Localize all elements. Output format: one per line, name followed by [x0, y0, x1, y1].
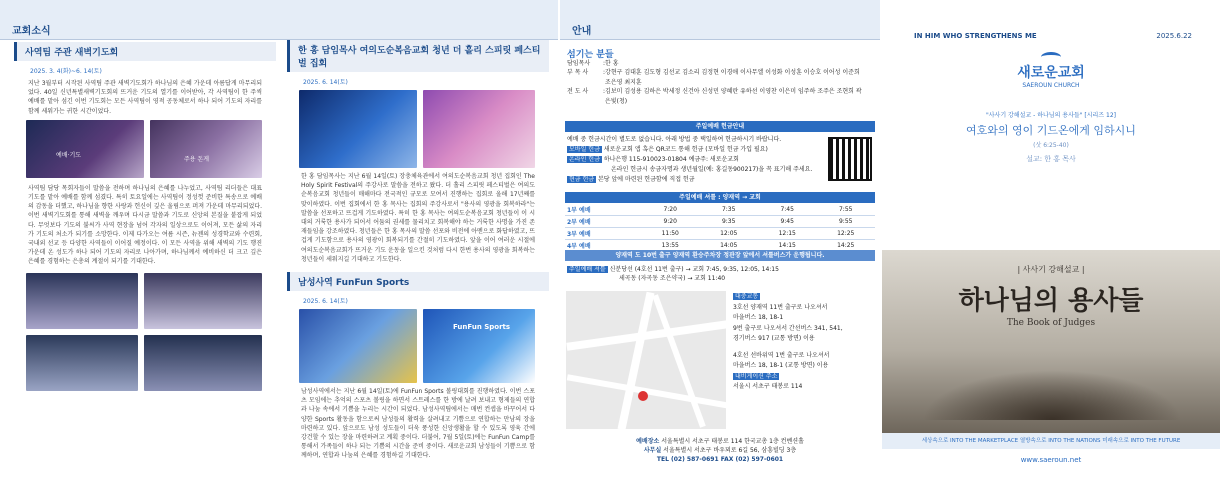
staff-title: 섬기는 분들: [567, 50, 614, 60]
preacher: 설교: 한 홍 목사: [1026, 155, 1076, 163]
bowling-photo: [299, 309, 417, 383]
staff-names: 김보미 김성용 김하은 박세정 신건아 신성민 양혜란 유하선 이영찬 이은미 임주하 조주은 조현희 곽은빛(청): [605, 88, 862, 105]
offering-text: 새로운교회 앱 혹은 QR코드 통해 헌금 (모바일 헌금 가입 필요): [603, 146, 768, 153]
staff-row: 부 목 사 : 강현구 김대훈 김도형 김선교 김소리 김정현 이경애 이사무엘 이성화 이성훈 이승호 이어성 이준희 조은영 최지훈: [567, 68, 867, 87]
photo-row: [26, 120, 264, 180]
sermon-series: "사사기 강해설교 - 하나님의 용사들" [시리즈 12]: [986, 112, 1116, 119]
offering-row: [567, 145, 822, 155]
contact-block: [565, 437, 875, 464]
nav-address: 서울시 서초구 태봉로 114: [733, 383, 803, 390]
article-title: 한 홍 담임목사 여의도순복음교회 청년 더 홀리 스피릿 페스티벌 집회: [287, 40, 549, 72]
service-name: 1부 예배: [565, 204, 641, 216]
offering-row: [567, 155, 822, 165]
transit-line: 9번 출구로 나오셔서 간선버스 341, 541,: [733, 324, 843, 332]
offering-text: 온라인 헌금시 송금자명과 생년월일(예: 홍길동900217)을 꼭 표기해 주세요.: [611, 166, 813, 173]
location-map[interactable]: [566, 291, 726, 429]
bus-time: 14:05: [699, 240, 758, 252]
offering-label: 모바일 헌금: [569, 146, 600, 153]
bus-time: 9:55: [816, 216, 875, 228]
article-date: 2025. 3. 4(화)~6. 14(토): [30, 68, 102, 75]
office-address: 서울특별시 서초구 바우뫼로 6길 56, 삼흥빌딩 3층: [663, 447, 797, 454]
cover-panel: [882, 0, 1220, 478]
news-column-1: [14, 40, 276, 478]
nav-label: 내비게이션 주소: [735, 372, 778, 380]
article-date: 2025. 6. 14(토): [303, 79, 348, 86]
book-subtitle: | 사사기 강해설교 |: [1017, 265, 1085, 274]
weekday-route-1: 신분당선 (4호선 11번 출구) → 교회 7:45, 9:35, 12:05, 14:15: [609, 266, 779, 273]
offering-label: 현금 헌금: [569, 176, 595, 183]
bus-title: 주일예배 셔틀 : 양재역 → 교회: [565, 192, 875, 203]
bus-time: 9:20: [641, 216, 700, 228]
offering-intro: 예배 중 헌금시간이 별도로 없습니다. 아래 방법 중 택일하여 헌금하시기 바랍니다.: [567, 136, 782, 143]
bus-time: 13:55: [641, 240, 700, 252]
bus-row: [565, 204, 875, 216]
preacher-photo: [26, 120, 144, 178]
banner-text: FunFun Sports: [453, 323, 511, 332]
choir-photo: [144, 273, 262, 329]
transit-line: 3호선 양재역 11번 출구로 나오셔서: [733, 303, 828, 311]
weekday-shuttle: [567, 265, 877, 283]
offering-row: [567, 175, 822, 185]
staff-list: [567, 59, 867, 106]
transit-line: 경기버스 917 (교통 방면) 이용: [733, 335, 815, 342]
church-marker-icon: [638, 391, 648, 401]
logo-arc-icon: [1041, 52, 1061, 62]
bus-time: 9:35: [699, 216, 758, 228]
qr-code-icon[interactable]: [828, 137, 872, 181]
weekday-label: 주일예배 셔틀: [569, 266, 606, 273]
church-logo: [882, 52, 1220, 89]
festival-photo: [423, 90, 535, 168]
festival-photos: [299, 90, 537, 170]
bus-time: 12:25: [816, 228, 875, 240]
bus-time: 9:45: [758, 216, 817, 228]
offering-row: [567, 165, 822, 175]
article-title: 남성사역 FunFun Sports: [287, 272, 549, 291]
bus-time: 12:05: [699, 228, 758, 240]
article-body: 한 홍 담임목사는 지난 6월 14일(토) 장충체육관에서 여의도순복음교회 청년 집회인 The Holy Spirit Festival의 주강사로 말씀을 전하고 왔다. 더 홀리 스피릿 페스티벌은 여의도순복음교회 청년들이 매해마다 전국적인 규모로 모여서 진행하는 집회로 올해 17년째를 맞이하였다. 이번 집회에서 한 홍 목사는 집회의 주강사로서 "용사의 영광을 회복하라"는 말씀을 선포하고 뜨겁게 기도하였다. 특히 한 홍 목사는 여의도순복음교회 청년들이 이 시대의 거룩한 용사가 되어서 어둠의 권세를 물리치고 회복해야 하는 거룩한 사명을 가진 존재들임을 강조하였다. 청년들은 한 홍 목사의 말씀 선포와 비전에 아멘으로 화답하였고, 뜨겁게 기도함으로 용사의 영광이 회복되기를 간절히 기도하였다. 앞을 이어 여러운 시절에 여의도순복음교회가 뜨거운 기도 운동을 일으킨 것처럼 다시 한번 용사의 영광을 회복하는 청년들이 세워지길 기대하고 기도한다.: [301, 173, 535, 263]
bus-row: [565, 216, 875, 228]
sermon-info: [882, 110, 1220, 164]
staff-names: 강현구 김대훈 김도형 김선교 김소리 김정현 이경애 이사무엘 이성화 이성훈 이승호 이어성 이준희 조은영 최지훈: [605, 69, 860, 86]
bus-time: 11:50: [641, 228, 700, 240]
cover-motto: IN HIM WHO STRENGTHENS ME: [914, 32, 1037, 40]
offering-title: 주일예배 헌금안내: [565, 121, 875, 132]
article-body: 남성사역에서는 지난 6월 14일(토)에 FunFun Sports 볼링대회를 진행하였다. 이번 스포츠 모임에는 추억의 스포츠 볼링을 하면서 스트레스를 한 방에 날려 보내고 형제들의 연합과 나눔 속에서 기쁨을 누리는 시간이 되었다. 남성사역팀에서는 매번 컨셉을 바꾸어서 다양한 Sports 활동을 함으로써 남성들의 활력을 살려내고 기쁨으로 연합하는 만남의 장을 마련하고 있다. 앞으로도 남성 성도들이 더욱 풍성한 신앙생활을 할 수 있도록 영육 간에 강건할 수 있는 장을 마련하려고 계획 중이다. 더불어, 7월 5일(토)에는 FunFun Camp를 통해서 가족들이 하나 되는 기쁨의 시간을 준비 중이다. 새로운교회 남성들이 기쁨으로 함께하며, 연합과 나눔의 은혜를 경험하길 기대한다.: [301, 388, 535, 460]
photo-grid: [26, 273, 264, 393]
bowling-photo: [423, 309, 535, 383]
service-name: 2부 예배: [565, 216, 641, 228]
book-title-en: The Book of Judges: [1006, 318, 1096, 328]
staff-role: 담임목사: [567, 60, 591, 67]
offering-text: 본당 앞에 마련된 헌금함에 직접 헌금: [598, 176, 695, 183]
addr-key: 예배장소: [636, 438, 660, 445]
weekday-route-2: 세곡동 (자곡동 조은약국) → 교회 11:40: [619, 275, 726, 282]
bus-time: 7:20: [641, 204, 700, 216]
choir-photo: [144, 335, 262, 391]
bus-table: [565, 204, 875, 252]
worship-photo: [150, 120, 262, 178]
church-name: 새로운교회: [1017, 65, 1085, 81]
photo-caption: 주용 돈게: [184, 155, 210, 163]
bus-time: 7:55: [816, 204, 875, 216]
sermon-verse: (삿 6:25-40): [1033, 142, 1069, 149]
addr-key: 사무실: [643, 447, 662, 454]
section-title-guide: 안내: [572, 26, 592, 37]
warriors-silhouette: [922, 370, 1182, 420]
offering-text: 하나은행 115-910023-01804 예금주: 새로운교회: [603, 156, 739, 163]
festival-photo: [299, 90, 417, 168]
book-title: 하나님의 용사들: [958, 286, 1144, 316]
offering-label: 온라인 헌금: [569, 156, 600, 163]
sports-photos: [299, 309, 537, 385]
news-column-2: [287, 40, 549, 478]
choir-photo: [26, 273, 138, 329]
service-name: 4부 예배: [565, 240, 641, 252]
staff-role: 부 목 사: [567, 69, 589, 77]
staff-row: 전 도 사 : 김보미 김성용 김하은 박세정 신건아 신성민 양혜란 유하선 이영찬 이은미 임주하 조주은 조현희 곽은빛(청): [567, 87, 867, 106]
article-title: 사역팀 주관 새벽기도회: [14, 42, 276, 61]
page-header-guide: [560, 0, 880, 40]
worship-address: 서울특별시 서초구 태봉로 114 한국교총 1층 컨벤션홀: [661, 438, 804, 445]
bus-time: 7:45: [758, 204, 817, 216]
bus-time: 14:25: [816, 240, 875, 252]
website-link[interactable]: www.saeroun.net: [1020, 456, 1082, 464]
bus-time: 7:35: [699, 204, 758, 216]
staff-row: 담임목사 : 한 홍: [567, 60, 619, 67]
cover-art: [882, 250, 1220, 433]
staff-role: 전 도 사: [567, 88, 589, 96]
cover-slogan: 세상속으로 INTO THE MARKETPLACE 열방속으로 INTO THE NATIONS 미래속으로 INTO THE FUTURE: [882, 433, 1220, 449]
choir-photo: [26, 335, 138, 391]
bus-row: [565, 228, 875, 240]
article-body: 지난 3월부터 시작된 사역팀 주관 새벽기도회가 하나님의 은혜 가운데 아름답게 마무리되었다. 40일 신년특별새벽기도회의 뜨거운 기도의 열기를 이어받아, 각 사역팀이 한 주씩 예배를 맡아 섬긴 이번 기도회는 모든 사역팀이 영적 공동체로서 하나 되어 기도의 자리를 함께 세워가는 귀한 시간이었다.: [28, 80, 262, 115]
page-header-left: [0, 0, 558, 40]
transit-line: 4호선 선바위역 1번 출구로 나오셔서: [733, 351, 830, 359]
offering-section: [567, 135, 822, 185]
church-name-en: SAEROUN CHURCH: [1022, 82, 1080, 89]
section-title-news: 교회소식: [12, 26, 51, 37]
staff-names: 한 홍: [605, 60, 619, 67]
transit-info: [733, 292, 873, 393]
bus-time: 14:15: [758, 240, 817, 252]
bus-time: 12:15: [758, 228, 817, 240]
transit-line: 마을버스 18, 18-1: [733, 314, 784, 321]
cover-date: 2025.6.22: [1156, 32, 1192, 40]
service-name: 3부 예배: [565, 228, 641, 240]
sermon-title: 여호와의 영이 기드온에게 임하시니: [966, 124, 1136, 137]
transit-label: 대중교통: [735, 293, 759, 300]
phone-fax: TEL (02) 587-0691 FAX (02) 597-0601: [656, 456, 784, 463]
photo-caption: 예배·기도: [56, 151, 82, 159]
article-body: 사역팀 담당 목회자들이 말씀을 전하며 하나님의 은혜를 나누었고, 사역팀 리더들은 대표기도를 맡아 예배를 함께 섬겼다. 특히 토요일에는 사역팀이 정성껏 준비한 특송으로 예배의 감동을 더했고, 하나님을 향한 사랑과 헌신이 깊은 울림으로 퍼져 가운데 마무리되었다. 이번 새벽기도회를 통해 새벽을 깨우며 다시금 말씀과 기도로 신앙의 본질을 붙잡게 되었다. 무엇보다 기도의 불씨가 사역 현장을 넘어 각자의 일상으로도 이어져, 모든 삶의 자리가 기도의 처소가 되기를 소망한다. 이제 다가오는 여름 시즌, 뉴젠의 성경학교와 수련회, 국내외 선교 등 다양한 사역들이 이어질 예정이다. 이 모든 사역을 위해 새벽의 기도 행진 가운데 온 성도가 하나 되어 기도의 자리로 나아가며, 하나님께서 예비하신 더 크고 깊은 은혜를 경험하는 은총의 계절이 되기를 기대한다.: [28, 184, 262, 266]
bus-note: 양재역 도 10번 출구 양재역 환승주차장 정관장 앞에서 셔틀버스가 운행됩니다.: [565, 250, 875, 261]
transit-line: 마을버스 18, 18-1 (교통 방면) 이용: [733, 362, 829, 369]
article-date: 2025. 6. 14(토): [303, 298, 348, 306]
